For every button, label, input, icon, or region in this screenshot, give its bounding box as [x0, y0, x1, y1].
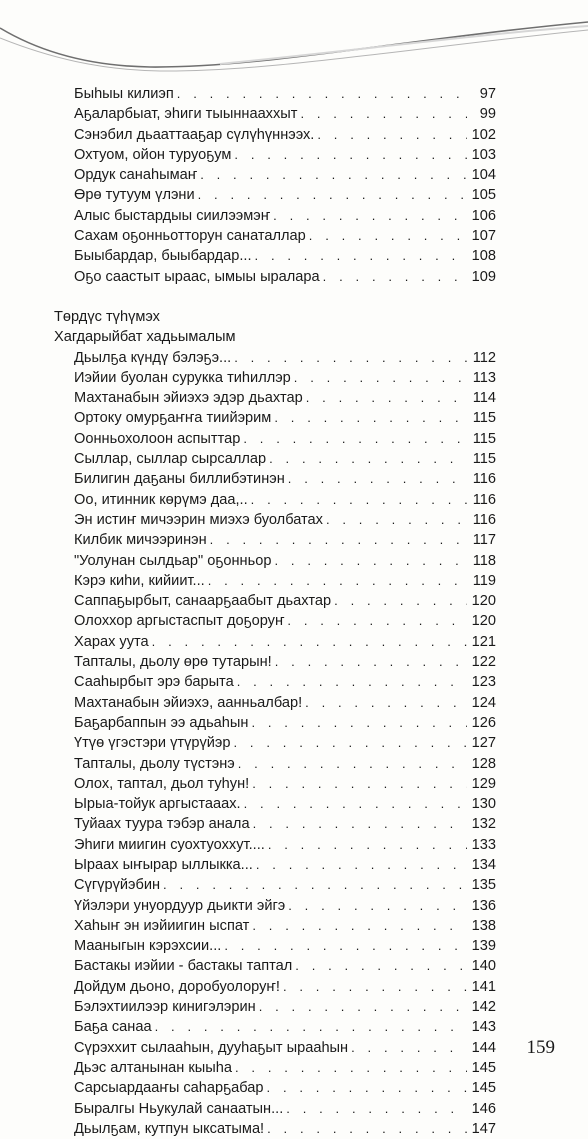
toc-entry-title: Ыраах ыҥырар ыллыкка...: [74, 856, 253, 873]
toc-entry-page: 142: [471, 999, 496, 1016]
toc-entry: [44, 408, 496, 428]
page-number: 159: [526, 1037, 555, 1058]
toc-entry: [44, 632, 496, 652]
decorative-swoosh: [0, 0, 588, 75]
section-heading-2: Хагдарыйбат хадьымалым: [54, 329, 236, 346]
toc-entry-page: 116: [472, 511, 496, 528]
toc-entry: [44, 1017, 496, 1037]
toc-entry: [44, 125, 496, 145]
toc-entry-title: Туйаах туура тэбэр анала: [74, 816, 250, 833]
toc-entry-title: Килбик мичээринэн: [74, 532, 207, 549]
dot-leader: [300, 104, 467, 124]
toc-entry: [44, 226, 496, 246]
dot-leader: [351, 1038, 467, 1058]
toc-entry-page: 126: [471, 714, 496, 731]
toc-entry: [44, 267, 496, 287]
toc-entry-page: 135: [471, 877, 496, 894]
toc-entry-title: Сүгүрүйэбин: [74, 877, 161, 894]
toc-entry-title: Ордук санаһымаҥ: [74, 167, 198, 184]
toc-entry-page: 123: [471, 674, 496, 691]
dot-leader: [200, 165, 467, 185]
toc-group-a: [44, 84, 496, 287]
dot-leader: [244, 794, 467, 814]
dot-leader: [274, 551, 467, 571]
dot-leader: [309, 226, 467, 246]
toc-entry: [44, 956, 496, 976]
toc-entry-page: 113: [472, 369, 496, 386]
toc-entry-page: 120: [471, 613, 496, 630]
toc-entry-page: 97: [479, 86, 496, 102]
dot-leader: [235, 1058, 467, 1078]
dot-leader: [259, 997, 467, 1017]
toc-entry: [44, 551, 496, 571]
dot-leader: [267, 1119, 467, 1139]
toc-entry-title: Тапталы, дьолу түстэнэ: [74, 755, 235, 772]
toc-entry-page: 116: [472, 471, 496, 488]
dot-leader: [269, 449, 467, 469]
dot-leader: [251, 713, 467, 733]
toc-entry-page: 140: [471, 958, 496, 975]
toc-entry-page: 106: [471, 207, 496, 224]
toc-entry-page: 116: [472, 491, 496, 508]
dot-leader: [275, 652, 467, 672]
toc-entry-page: 109: [471, 268, 496, 285]
toc-entry-page: 122: [471, 654, 496, 671]
toc-entry-page: 146: [471, 1100, 496, 1117]
toc-entry-page: 118: [472, 552, 496, 569]
dot-leader: [253, 814, 467, 834]
dot-leader: [252, 774, 467, 794]
toc-entry-page: 102: [471, 126, 496, 143]
dot-leader: [238, 754, 467, 774]
dot-leader: [288, 896, 467, 916]
toc-entry-title: Алыс быстардыы сиилээмэҥ: [74, 207, 271, 224]
toc-entry-page: 112: [472, 349, 496, 366]
dot-leader: [208, 571, 467, 591]
toc-entry-page: 144: [471, 1039, 496, 1056]
dot-leader: [243, 429, 467, 449]
toc-entry-page: 147: [471, 1120, 496, 1137]
toc-entry: [44, 571, 496, 591]
toc-entry-title: Эһиги миигин суохтуоххут....: [74, 836, 265, 853]
toc-entry: [44, 104, 496, 124]
dot-leader: [163, 875, 467, 895]
toc-entry: [44, 1038, 496, 1058]
toc-entry-page: 139: [471, 938, 496, 955]
toc-entry: [44, 1099, 496, 1119]
toc-entry-title: Бэлэхтиилээр кинигэлэрин: [74, 999, 256, 1016]
toc-entry: [44, 652, 496, 672]
dot-leader: [251, 490, 467, 510]
toc-entry-page: 130: [471, 796, 496, 813]
section-heading-1: Төрдүс түһүмэх: [54, 308, 160, 325]
toc-entry: [44, 449, 496, 469]
toc-entry-page: 114: [472, 390, 496, 407]
toc-entry: [44, 246, 496, 266]
dot-leader: [306, 388, 467, 408]
dot-leader: [294, 368, 467, 388]
dot-leader: [268, 835, 467, 855]
toc-entry-page: 145: [471, 1059, 496, 1076]
toc-entry: [44, 348, 496, 368]
dot-leader: [305, 693, 467, 713]
toc-entry-title: Саппаҕырбыт, санаарҕаабыт дьахтар: [74, 593, 332, 610]
toc-entry-title: Охтуом, ойон туруоҕум: [74, 146, 232, 163]
toc-entry: [44, 469, 496, 489]
toc-entry: [44, 1058, 496, 1078]
toc-entry-title: Махтанабын эйиэхэ, аанньалбар!: [74, 694, 303, 711]
toc-entry-title: Баҕа санаа: [74, 1019, 152, 1036]
toc-entry-title: Сэнэбил дьааттааҕар сүлүһүннээх.: [74, 126, 315, 143]
toc-entry: [44, 814, 496, 834]
toc-entry: [44, 185, 496, 205]
toc-entry-page: 108: [471, 248, 496, 265]
toc-entry-title: Сыллар, сыллар сырсаллар: [74, 451, 267, 468]
dot-leader: [252, 916, 467, 936]
dot-leader: [155, 1017, 467, 1037]
toc-entry-title: Сүрэххит сылааһын, дууһаҕыт ырааһын: [74, 1039, 349, 1056]
toc-entry-title: Дьылҕам, кутпун ыксатыма!: [74, 1120, 265, 1137]
dot-leader: [234, 733, 468, 753]
dot-leader: [152, 632, 467, 652]
toc-entry-page: 124: [471, 694, 496, 711]
toc-entry: [44, 530, 496, 550]
toc-entry-title: Оонньохолоон аспыттар: [74, 430, 241, 447]
toc-entry: [44, 1119, 496, 1139]
toc-entry-page: 103: [471, 146, 496, 163]
toc-entry-title: Быралгы Ньукулай санаатын...: [74, 1100, 284, 1117]
toc-entry-title: Махтанабын эйиэхэ эдэр дьахтар: [74, 390, 303, 407]
toc-entry-title: Олоххор аргыстаспыт доҕоруҥ: [74, 613, 285, 630]
toc-entry: [44, 591, 496, 611]
dot-leader: [295, 956, 467, 976]
toc-entry-page: 99: [479, 106, 496, 123]
toc-group-b: [44, 348, 496, 1139]
dot-leader: [274, 408, 467, 428]
toc-entry-title: Быыбардар, быыбардар...: [74, 248, 252, 265]
dot-leader: [256, 855, 467, 875]
toc-entry-title: Дойдум дьоно, доробуолоруҥ!: [74, 978, 280, 995]
toc-entry-title: Сахам оҕонньотторун санаталлар: [74, 228, 306, 245]
toc-entry-page: 119: [472, 572, 496, 589]
toc-entry-title: Аҕаларбыат, эһиги тыыннааххыт: [74, 106, 298, 123]
toc-entry-title: Хаһыҥ эн иэйиигин ыспат: [74, 917, 250, 934]
toc-entry: [44, 429, 496, 449]
toc-entry-title: Ырыа-тойук аргыстааах.: [74, 796, 241, 813]
toc-entry: [44, 733, 496, 753]
dot-leader: [224, 936, 467, 956]
toc-entry-title: Быһыы килиэп: [74, 86, 174, 102]
toc-entry-title: Олох, таптал, дьол туһун!: [74, 775, 250, 792]
toc-entry-page: 117: [472, 532, 496, 549]
toc-entry-title: Тапталы, дьолу өрө тутарын!: [74, 654, 272, 671]
toc-entry-page: 143: [471, 1019, 496, 1036]
toc-entry-title: Сарсыардааҥы саһарҕабар: [74, 1080, 264, 1097]
toc-entry: [44, 84, 496, 104]
toc-entry: [44, 672, 496, 692]
toc-entry: [44, 916, 496, 936]
dot-leader: [267, 1078, 467, 1098]
dot-leader: [317, 125, 467, 145]
table-of-contents: [44, 84, 496, 1139]
toc-entry: [44, 165, 496, 185]
toc-entry-title: Ортоку омурҕаҥҥа тиийэрим: [74, 410, 272, 427]
toc-entry-page: 107: [471, 228, 496, 245]
dot-leader: [255, 246, 467, 266]
toc-entry-title: Кэрэ киһи, кийиит...: [74, 572, 205, 589]
toc-entry: [44, 1078, 496, 1098]
toc-entry: [44, 977, 496, 997]
toc-entry-page: 105: [471, 187, 496, 204]
toc-entry-page: 145: [471, 1080, 496, 1097]
toc-entry: [44, 794, 496, 814]
toc-entry-title: Оҕо саастыт ыраас, ымыы ыралара: [74, 268, 320, 285]
toc-entry-title: "Уолунан сылдьар" оҕонньор: [74, 552, 272, 569]
toc-entry-title: Дьылҕа күндү бэлэҕэ...: [74, 349, 232, 366]
dot-leader: [326, 510, 467, 530]
dot-leader: [283, 977, 467, 997]
toc-entry: [44, 145, 496, 165]
dot-leader: [273, 206, 467, 226]
toc-entry-page: 132: [471, 816, 496, 833]
toc-entry-page: 115: [472, 410, 496, 427]
toc-entry: [44, 388, 496, 408]
dot-leader: [177, 84, 467, 104]
toc-entry: [44, 611, 496, 631]
toc-entry-title: Харах уута: [74, 633, 149, 650]
toc-entry-page: 104: [471, 167, 496, 184]
dot-leader: [334, 591, 467, 611]
toc-entry-page: 128: [471, 755, 496, 772]
toc-entry-title: Билигин даҕаны биллибэтинэн: [74, 471, 285, 488]
dot-leader: [287, 611, 467, 631]
toc-entry: [44, 997, 496, 1017]
toc-entry-title: Өрө тутуум үлэни: [74, 187, 195, 204]
toc-entry-page: 141: [471, 978, 496, 995]
toc-entry-page: 120: [471, 593, 496, 610]
toc-entry-title: Бастакы иэйии - бастакы таптал: [74, 958, 293, 975]
toc-entry: [44, 896, 496, 916]
toc-entry-title: Мааныгын кэрэхсии...: [74, 938, 222, 955]
toc-entry: [44, 754, 496, 774]
toc-entry-page: 127: [471, 735, 496, 752]
toc-entry-title: Үйэлэри унуордуур дьикти эйгэ: [74, 897, 286, 914]
toc-entry: [44, 693, 496, 713]
toc-entry: [44, 875, 496, 895]
dot-leader: [234, 348, 467, 368]
toc-entry-title: Баҕарбаппын ээ адьаһын: [74, 714, 249, 731]
toc-entry: [44, 490, 496, 510]
dot-leader: [288, 469, 467, 489]
toc-entry-page: 121: [471, 633, 496, 650]
toc-entry-title: Сааһырбыт эрэ барыта: [74, 674, 234, 691]
toc-entry: [44, 936, 496, 956]
toc-entry: [44, 206, 496, 226]
dot-leader: [323, 267, 467, 287]
toc-entry: [44, 510, 496, 530]
toc-entry-page: 136: [471, 897, 496, 914]
dot-leader: [198, 185, 467, 205]
toc-entry: [44, 855, 496, 875]
dot-leader: [286, 1099, 467, 1119]
dot-leader: [234, 145, 467, 165]
toc-entry-title: Эн истиҥ мичээрин миэхэ буолбатах: [74, 511, 323, 528]
toc-entry-title: Дьэс алтанынан кыыһа: [74, 1059, 232, 1076]
toc-entry: [44, 713, 496, 733]
toc-entry-page: 115: [472, 451, 496, 468]
toc-entry-title: Оо, итинник көрүмэ даа,..: [74, 491, 248, 508]
toc-entry: [44, 835, 496, 855]
toc-entry-page: 138: [471, 917, 496, 934]
toc-entry: [44, 774, 496, 794]
toc-entry-page: 115: [472, 430, 496, 447]
toc-entry-title: Иэйии буолан сурукка тиһиллэр: [74, 369, 291, 386]
toc-entry-page: 133: [471, 836, 496, 853]
toc-entry: [44, 368, 496, 388]
dot-leader: [210, 530, 467, 550]
toc-entry-page: 134: [471, 856, 496, 873]
dot-leader: [237, 672, 467, 692]
toc-entry-title: Үтүө үгэстэри үтүрүйэр: [74, 735, 231, 752]
toc-entry-page: 129: [471, 775, 496, 792]
